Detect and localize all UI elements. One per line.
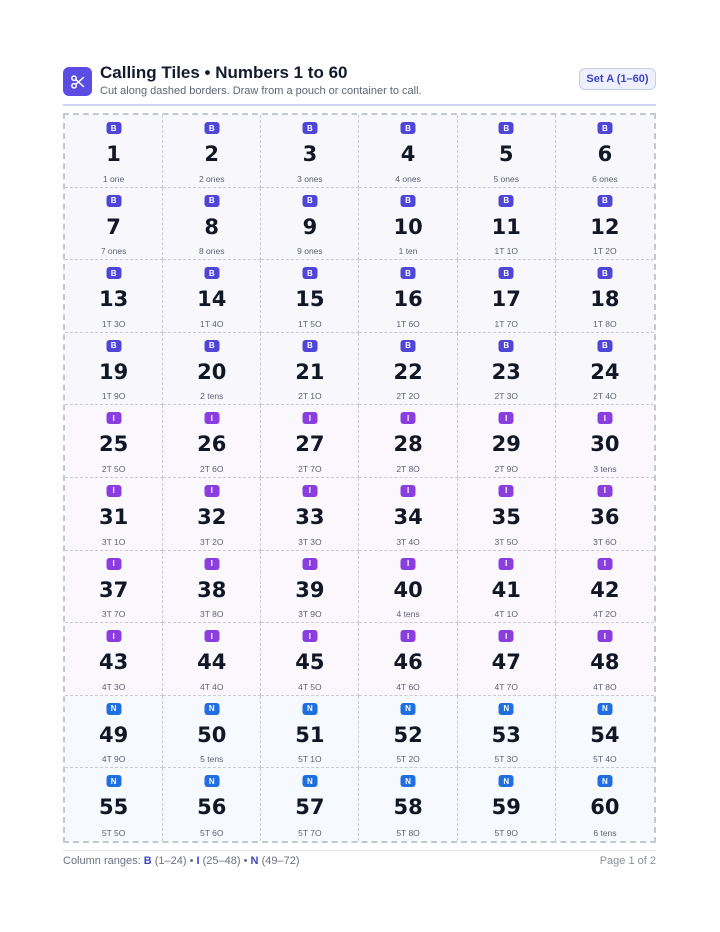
place-value-caption: 7 ones bbox=[100, 246, 127, 257]
column-letter-badge: I bbox=[302, 630, 317, 642]
column-letter-badge: I bbox=[302, 485, 317, 497]
place-value-caption: 4T 9O bbox=[101, 754, 126, 765]
tile-number: 2 bbox=[204, 142, 220, 166]
tile-number: 34 bbox=[393, 504, 423, 529]
place-value-caption: 2 ones bbox=[198, 173, 225, 184]
calling-tile bbox=[359, 115, 457, 188]
column-letter-badge: I bbox=[204, 630, 219, 642]
range-letter-b: B bbox=[143, 855, 152, 867]
column-letter-badge: I bbox=[401, 630, 416, 642]
calling-tile bbox=[359, 623, 457, 696]
calling-tile bbox=[163, 188, 261, 261]
calling-tile bbox=[65, 115, 163, 188]
place-value-caption: 4 ones bbox=[395, 173, 421, 184]
column-letter-badge: I bbox=[597, 558, 612, 570]
column-letter-badge: I bbox=[499, 630, 514, 642]
place-value-caption: 1T 1O bbox=[494, 246, 518, 257]
column-letter-badge: B bbox=[302, 195, 317, 207]
calling-tile bbox=[65, 551, 163, 624]
calling-tile bbox=[163, 623, 261, 696]
column-letter-badge: B bbox=[401, 195, 416, 207]
calling-tile bbox=[458, 478, 556, 551]
place-value-caption: 3T 9O bbox=[298, 609, 322, 620]
tile-number: 21 bbox=[295, 359, 325, 384]
calling-tile bbox=[556, 188, 654, 261]
tile-number: 44 bbox=[197, 650, 227, 675]
calling-tile bbox=[261, 551, 359, 624]
tile-number: 16 bbox=[393, 287, 423, 312]
column-letter-badge: B bbox=[597, 340, 612, 352]
calling-tile bbox=[556, 260, 654, 333]
calling-tile bbox=[556, 478, 654, 551]
place-value-caption: 5T 8O bbox=[396, 827, 420, 838]
calling-tile bbox=[458, 333, 556, 406]
place-value-caption: 1T 4O bbox=[200, 318, 224, 329]
calling-tile bbox=[163, 405, 261, 478]
place-value-caption: 4T 1O bbox=[494, 609, 518, 620]
place-value-caption: 3T 1O bbox=[101, 536, 126, 547]
column-letter-badge: B bbox=[106, 340, 121, 352]
column-letter-badge: B bbox=[499, 122, 514, 134]
tile-number: 29 bbox=[491, 432, 521, 457]
column-letter-badge: I bbox=[401, 412, 416, 424]
tile-number: 25 bbox=[98, 432, 129, 457]
tile-number: 48 bbox=[590, 650, 620, 675]
place-value-caption: 4T 2O bbox=[593, 609, 617, 620]
calling-tile bbox=[261, 333, 359, 406]
tile-number: 26 bbox=[197, 432, 227, 457]
calling-tile bbox=[359, 696, 457, 769]
place-value-caption: 5T 6O bbox=[200, 827, 224, 838]
calling-tile bbox=[458, 768, 556, 841]
tile-number: 23 bbox=[491, 359, 521, 384]
column-ranges-label: Column ranges: bbox=[63, 855, 141, 867]
tile-number: 37 bbox=[98, 577, 129, 602]
tile-number: 12 bbox=[590, 214, 620, 239]
column-letter-badge: B bbox=[499, 267, 514, 279]
calling-tile bbox=[261, 260, 359, 333]
calling-tile bbox=[261, 478, 359, 551]
calling-tile bbox=[556, 768, 654, 841]
place-value-caption: 5T 1O bbox=[298, 754, 322, 765]
column-letter-badge: B bbox=[499, 195, 514, 207]
place-value-caption: 2T 5O bbox=[101, 463, 126, 474]
tile-number: 19 bbox=[98, 359, 129, 384]
place-value-caption: 1 ten bbox=[398, 246, 418, 257]
place-value-caption: 3 ones bbox=[297, 173, 323, 184]
footer-divider bbox=[63, 850, 656, 851]
place-value-caption: 5 tens bbox=[200, 754, 224, 765]
calling-tile bbox=[458, 260, 556, 333]
tile-number: 39 bbox=[295, 577, 325, 602]
column-letter-badge: N bbox=[204, 775, 219, 787]
calling-tile bbox=[556, 623, 654, 696]
column-letter-badge: I bbox=[499, 485, 514, 497]
column-letter-badge: I bbox=[204, 412, 219, 424]
tile-number: 46 bbox=[393, 650, 423, 675]
column-letter-badge: N bbox=[106, 775, 121, 787]
calling-tile bbox=[65, 768, 163, 841]
page-subtitle: Cut along dashed borders. Draw from a pouch or container to call. bbox=[100, 85, 422, 97]
calling-tile bbox=[261, 696, 359, 769]
column-letter-badge: I bbox=[204, 485, 219, 497]
tile-number: 18 bbox=[590, 287, 620, 312]
column-letter-badge: B bbox=[302, 340, 317, 352]
place-value-caption: 3 tens bbox=[593, 463, 617, 474]
calling-tile bbox=[65, 260, 163, 333]
tile-number: 9 bbox=[302, 214, 318, 239]
calling-tile bbox=[65, 333, 163, 406]
tile-number: 4 bbox=[400, 142, 416, 166]
range-value-n: (49–72) bbox=[261, 855, 300, 867]
tile-number: 52 bbox=[393, 722, 423, 747]
place-value-caption: 2T 8O bbox=[396, 463, 420, 474]
place-value-caption: 5T 3O bbox=[494, 754, 518, 765]
place-value-caption: 3T 3O bbox=[298, 536, 322, 547]
calling-tile bbox=[261, 768, 359, 841]
place-value-caption: 3T 5O bbox=[494, 536, 518, 547]
tile-number: 20 bbox=[197, 359, 227, 384]
column-letter-badge: N bbox=[106, 703, 121, 715]
place-value-caption: 1T 3O bbox=[101, 318, 126, 329]
column-letter-badge: N bbox=[499, 703, 514, 715]
tile-number: 24 bbox=[590, 359, 620, 384]
column-letter-badge: I bbox=[597, 485, 612, 497]
page-title: Calling Tiles • Numbers 1 to 60 bbox=[100, 63, 348, 82]
column-letter-badge: N bbox=[401, 775, 416, 787]
tile-number: 30 bbox=[590, 432, 620, 457]
range-separator: • bbox=[189, 855, 194, 867]
tile-number: 41 bbox=[491, 577, 521, 602]
column-letter-badge: I bbox=[499, 558, 514, 570]
place-value-caption: 1 one bbox=[102, 173, 125, 184]
tile-number: 55 bbox=[98, 795, 129, 820]
column-letter-badge: B bbox=[106, 267, 121, 279]
calling-tile bbox=[163, 478, 261, 551]
place-value-caption: 2T 3O bbox=[494, 391, 518, 402]
column-letter-badge: N bbox=[302, 775, 317, 787]
calling-tile bbox=[163, 115, 261, 188]
tile-number: 3 bbox=[302, 142, 318, 166]
tile-number: 35 bbox=[491, 504, 521, 529]
calling-tile bbox=[359, 188, 457, 261]
tile-number: 57 bbox=[295, 795, 325, 820]
place-value-caption: 5T 5O bbox=[101, 827, 126, 838]
place-value-caption: 2T 9O bbox=[494, 463, 518, 474]
column-letter-badge: B bbox=[302, 267, 317, 279]
column-letter-badge: I bbox=[302, 558, 317, 570]
place-value-caption: 2T 1O bbox=[298, 391, 322, 402]
place-value-caption: 4T 3O bbox=[101, 681, 126, 692]
column-letter-badge: I bbox=[106, 630, 121, 642]
calling-tile bbox=[458, 696, 556, 769]
calling-tile bbox=[556, 696, 654, 769]
tile-number: 27 bbox=[295, 432, 325, 457]
calling-tile bbox=[458, 405, 556, 478]
tile-number: 10 bbox=[393, 214, 423, 239]
calling-tile bbox=[65, 188, 163, 261]
range-letter-i: I bbox=[196, 855, 200, 867]
column-letter-badge: B bbox=[401, 122, 416, 134]
column-letter-badge: B bbox=[302, 122, 317, 134]
calling-tiles-grid bbox=[63, 113, 656, 843]
place-value-caption: 2 tens bbox=[200, 391, 224, 402]
tile-number: 43 bbox=[98, 650, 129, 675]
place-value-caption: 4T 8O bbox=[593, 681, 617, 692]
calling-tile bbox=[458, 551, 556, 624]
column-letter-badge: N bbox=[499, 775, 514, 787]
column-letter-badge: B bbox=[204, 340, 219, 352]
tile-number: 28 bbox=[393, 432, 423, 457]
column-letter-badge: B bbox=[597, 267, 612, 279]
calling-tile bbox=[458, 188, 556, 261]
column-letter-badge: B bbox=[401, 267, 416, 279]
place-value-caption: 1T 7O bbox=[494, 318, 518, 329]
tile-number: 38 bbox=[197, 577, 227, 602]
place-value-caption: 1T 2O bbox=[593, 246, 617, 257]
place-value-caption: 3T 2O bbox=[200, 536, 224, 547]
column-letter-badge: N bbox=[597, 775, 612, 787]
calling-tile bbox=[163, 260, 261, 333]
place-value-caption: 2T 4O bbox=[593, 391, 617, 402]
scissors-icon bbox=[63, 67, 92, 96]
calling-tile bbox=[261, 188, 359, 261]
header-divider bbox=[63, 104, 656, 106]
place-value-caption: 6 ones bbox=[592, 173, 618, 184]
tile-number: 53 bbox=[491, 722, 521, 747]
column-letter-badge: I bbox=[401, 558, 416, 570]
calling-tile bbox=[458, 115, 556, 188]
calling-tile bbox=[163, 768, 261, 841]
place-value-caption: 1T 8O bbox=[593, 318, 617, 329]
place-value-caption: 5T 9O bbox=[494, 827, 518, 838]
column-letter-badge: N bbox=[597, 703, 612, 715]
calling-tile bbox=[65, 478, 163, 551]
tile-number: 1 bbox=[106, 142, 121, 166]
tile-number: 7 bbox=[106, 214, 121, 239]
tile-number: 40 bbox=[393, 577, 423, 602]
place-value-caption: 8 ones bbox=[198, 246, 225, 257]
calling-tile bbox=[359, 551, 457, 624]
column-letter-badge: B bbox=[499, 340, 514, 352]
range-value-b: (1–24) bbox=[154, 855, 187, 867]
column-letter-badge: B bbox=[204, 267, 219, 279]
place-value-caption: 1T 6O bbox=[396, 318, 420, 329]
calling-tile bbox=[359, 405, 457, 478]
tile-number: 14 bbox=[197, 287, 227, 312]
calling-tile bbox=[261, 115, 359, 188]
place-value-caption: 2T 6O bbox=[200, 463, 224, 474]
tile-number: 8 bbox=[204, 214, 220, 239]
place-value-caption: 1T 9O bbox=[101, 391, 126, 402]
tile-number: 47 bbox=[491, 650, 521, 675]
column-ranges bbox=[63, 855, 299, 867]
calling-tile bbox=[556, 551, 654, 624]
column-letter-badge: I bbox=[106, 412, 121, 424]
range-separator: • bbox=[243, 855, 248, 867]
tile-number: 36 bbox=[590, 504, 620, 529]
place-value-caption: 5T 2O bbox=[396, 754, 420, 765]
place-value-caption: 3T 4O bbox=[396, 536, 420, 547]
place-value-caption: 4 tens bbox=[396, 609, 420, 620]
tile-number: 31 bbox=[98, 504, 129, 529]
tile-number: 17 bbox=[491, 287, 521, 312]
tile-number: 11 bbox=[491, 214, 521, 239]
tile-number: 49 bbox=[98, 722, 129, 747]
calling-tile bbox=[261, 623, 359, 696]
set-selector-button[interactable]: Set A (1–60) bbox=[579, 68, 656, 90]
column-letter-badge: N bbox=[302, 703, 317, 715]
calling-tile bbox=[163, 696, 261, 769]
column-letter-badge: B bbox=[597, 122, 612, 134]
tile-number: 22 bbox=[393, 359, 423, 384]
column-letter-badge: I bbox=[597, 630, 612, 642]
column-letter-badge: I bbox=[401, 485, 416, 497]
column-letter-badge: I bbox=[597, 412, 612, 424]
calling-tile bbox=[359, 478, 457, 551]
tile-number: 51 bbox=[295, 722, 325, 747]
tile-number: 32 bbox=[197, 504, 227, 529]
calling-tile bbox=[65, 405, 163, 478]
place-value-caption: 5T 4O bbox=[593, 754, 617, 765]
calling-tile bbox=[556, 115, 654, 188]
tile-number: 13 bbox=[98, 287, 129, 312]
calling-tile bbox=[556, 333, 654, 406]
tile-number: 42 bbox=[590, 577, 620, 602]
place-value-caption: 2T 7O bbox=[298, 463, 322, 474]
place-value-caption: 3T 6O bbox=[593, 536, 617, 547]
tile-number: 56 bbox=[197, 795, 227, 820]
tile-number: 33 bbox=[295, 504, 325, 529]
tile-number: 54 bbox=[590, 722, 620, 747]
calling-tile bbox=[163, 551, 261, 624]
column-letter-badge: I bbox=[106, 558, 121, 570]
place-value-caption: 4T 6O bbox=[396, 681, 420, 692]
tile-number: 59 bbox=[491, 795, 521, 820]
tile-number: 6 bbox=[597, 142, 613, 166]
place-value-caption: 9 ones bbox=[297, 246, 323, 257]
tile-number: 60 bbox=[590, 795, 620, 820]
place-value-caption: 6 tens bbox=[593, 827, 617, 838]
place-value-caption: 4T 5O bbox=[298, 681, 322, 692]
tile-number: 45 bbox=[295, 650, 325, 675]
tile-number: 50 bbox=[197, 722, 227, 747]
calling-tile bbox=[65, 623, 163, 696]
column-letter-badge: I bbox=[106, 485, 121, 497]
tile-number: 15 bbox=[295, 287, 325, 312]
place-value-caption: 3T 7O bbox=[101, 609, 126, 620]
column-letter-badge: B bbox=[106, 122, 121, 134]
calling-tile bbox=[359, 260, 457, 333]
place-value-caption: 4T 7O bbox=[494, 681, 518, 692]
place-value-caption: 5T 7O bbox=[298, 827, 322, 838]
calling-tile bbox=[556, 405, 654, 478]
column-letter-badge: I bbox=[204, 558, 219, 570]
calling-tile bbox=[261, 405, 359, 478]
range-value-i: (25–48) bbox=[202, 855, 241, 867]
column-letter-badge: B bbox=[204, 195, 219, 207]
tile-number: 58 bbox=[393, 795, 423, 820]
column-letter-badge: N bbox=[204, 703, 219, 715]
place-value-caption: 3T 8O bbox=[200, 609, 224, 620]
column-letter-badge: N bbox=[401, 703, 416, 715]
place-value-caption: 5 ones bbox=[493, 173, 519, 184]
tile-number: 5 bbox=[498, 142, 514, 166]
place-value-caption: 4T 4O bbox=[200, 681, 224, 692]
column-letter-badge: I bbox=[302, 412, 317, 424]
header bbox=[63, 65, 656, 105]
calling-tile bbox=[359, 333, 457, 406]
calling-tile bbox=[458, 623, 556, 696]
place-value-caption: 1T 5O bbox=[298, 318, 322, 329]
column-letter-badge: B bbox=[401, 340, 416, 352]
column-letter-badge: B bbox=[597, 195, 612, 207]
calling-tile bbox=[359, 768, 457, 841]
calling-tile bbox=[65, 696, 163, 769]
column-letter-badge: B bbox=[204, 122, 219, 134]
place-value-caption: 2T 2O bbox=[396, 391, 420, 402]
range-letter-n: N bbox=[250, 855, 259, 867]
column-letter-badge: I bbox=[499, 412, 514, 424]
calling-tile bbox=[163, 333, 261, 406]
column-letter-badge: B bbox=[106, 195, 121, 207]
page-indicator: Page 1 of 2 bbox=[599, 855, 656, 867]
